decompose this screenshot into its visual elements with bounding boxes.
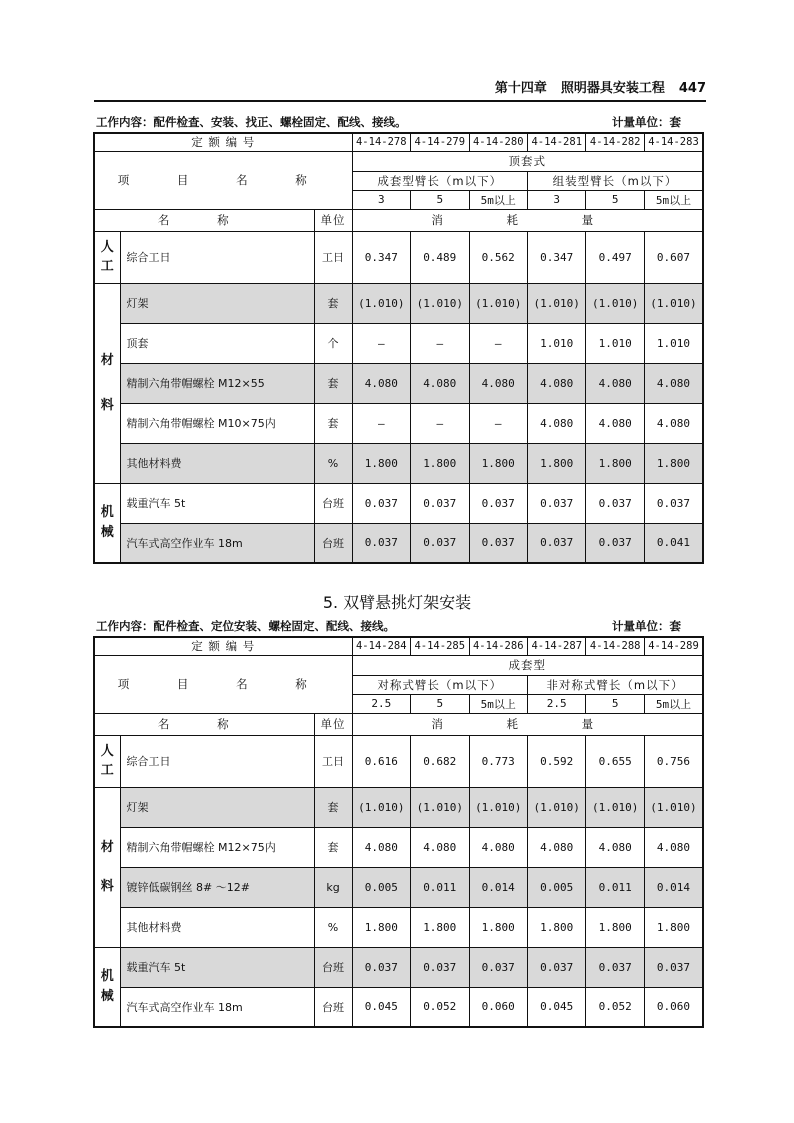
row-name: 综合工日 xyxy=(120,735,314,787)
value-cell: 0.037 xyxy=(586,947,644,987)
value-cell: 0.489 xyxy=(411,231,469,283)
value-cell: 0.060 xyxy=(469,987,527,1027)
value-cell: 1.010 xyxy=(644,323,703,363)
header-name: 名 称 xyxy=(94,713,314,735)
row-unit: 套 xyxy=(314,787,352,827)
value-cell: — xyxy=(411,323,469,363)
value-cell: (1.010) xyxy=(527,787,585,827)
category-labor: 人工 xyxy=(94,735,120,787)
header-unit: 单位 xyxy=(314,713,352,735)
row-unit: 套 xyxy=(314,283,352,323)
value-cell: 4.080 xyxy=(527,363,585,403)
value-cell: 0.011 xyxy=(411,867,469,907)
code-cell: 4-14-283 xyxy=(644,133,703,151)
value-cell: 1.010 xyxy=(586,323,644,363)
row-unit: 套 xyxy=(314,403,352,443)
value-cell: 0.037 xyxy=(411,523,469,563)
value-cell: 0.045 xyxy=(352,987,410,1027)
row-name: 汽车式高空作业车 18m xyxy=(120,987,314,1027)
value-cell: 0.005 xyxy=(527,867,585,907)
header-code: 定 额 编 号 xyxy=(94,637,352,655)
value-cell: 0.052 xyxy=(411,987,469,1027)
value-cell: 0.005 xyxy=(352,867,410,907)
value-cell: 4.080 xyxy=(644,363,703,403)
value-cell: — xyxy=(352,403,410,443)
row-unit: 套 xyxy=(314,363,352,403)
value-cell: 0.037 xyxy=(411,947,469,987)
row-unit: % xyxy=(314,443,352,483)
spec-cell: 2.5 xyxy=(352,694,410,713)
header-unit: 单位 xyxy=(314,209,352,231)
category-machine: 机械 xyxy=(94,483,120,563)
value-cell: (1.010) xyxy=(352,787,410,827)
row-unit: 个 xyxy=(314,323,352,363)
row-name: 载重汽车 5t xyxy=(120,483,314,523)
value-cell: 0.773 xyxy=(469,735,527,787)
value-cell: 4.080 xyxy=(586,363,644,403)
subgroup-header: 非对称式臂长（m以下） xyxy=(527,675,703,694)
row-unit: 套 xyxy=(314,827,352,867)
value-cell: 0.041 xyxy=(644,523,703,563)
spec-cell: 5 xyxy=(411,694,469,713)
value-cell: 0.037 xyxy=(527,523,585,563)
row-name: 载重汽车 5t xyxy=(120,947,314,987)
value-cell: 0.014 xyxy=(469,867,527,907)
row-name: 汽车式高空作业车 18m xyxy=(120,523,314,563)
value-cell: — xyxy=(469,403,527,443)
value-cell: (1.010) xyxy=(411,283,469,323)
code-cell: 4-14-288 xyxy=(586,637,644,655)
spec-cell: 5m以上 xyxy=(644,694,703,713)
spec-cell: 5m以上 xyxy=(644,190,703,209)
code-cell: 4-14-285 xyxy=(411,637,469,655)
value-cell: 1.800 xyxy=(411,907,469,947)
row-name: 精制六角带帽螺栓 M12×75内 xyxy=(120,827,314,867)
value-cell: 0.037 xyxy=(527,483,585,523)
value-cell: 1.800 xyxy=(411,443,469,483)
unit-label-2: 计量单位：套 xyxy=(612,619,681,633)
code-cell: 4-14-289 xyxy=(644,637,703,655)
work-content-1: 工作内容：配件检查、安装、找正、螺栓固定、配线、接线。 xyxy=(96,115,407,129)
code-cell: 4-14-287 xyxy=(527,637,585,655)
group-header: 成套型 xyxy=(352,655,703,675)
value-cell: — xyxy=(469,323,527,363)
category-material: 材料 xyxy=(94,787,120,947)
value-cell: 4.080 xyxy=(411,363,469,403)
value-cell: 0.011 xyxy=(586,867,644,907)
value-cell: 1.800 xyxy=(352,907,410,947)
row-unit: 台班 xyxy=(314,523,352,563)
page-number: 447 xyxy=(678,81,706,96)
value-cell: 0.347 xyxy=(352,231,410,283)
value-cell: 0.037 xyxy=(644,483,703,523)
header-item: 项 目 名 称 xyxy=(94,655,352,713)
value-cell: 1.800 xyxy=(586,907,644,947)
value-cell: — xyxy=(411,403,469,443)
code-cell: 4-14-284 xyxy=(352,637,410,655)
value-cell: (1.010) xyxy=(469,283,527,323)
page-header xyxy=(94,72,706,102)
header-consume: 消 耗 量 xyxy=(352,209,703,231)
value-cell: 0.037 xyxy=(527,947,585,987)
spec-cell: 5 xyxy=(586,190,644,209)
value-cell: 0.037 xyxy=(469,483,527,523)
row-name: 顶套 xyxy=(120,323,314,363)
value-cell: 4.080 xyxy=(586,403,644,443)
value-cell: 1.800 xyxy=(527,443,585,483)
value-cell: 4.080 xyxy=(586,827,644,867)
value-cell: 0.616 xyxy=(352,735,410,787)
category-labor: 人工 xyxy=(94,231,120,283)
value-cell: 0.045 xyxy=(527,987,585,1027)
value-cell: (1.010) xyxy=(469,787,527,827)
value-cell: 0.037 xyxy=(411,483,469,523)
value-cell: 0.037 xyxy=(644,947,703,987)
value-cell: 0.037 xyxy=(586,523,644,563)
quota-table-1 xyxy=(93,132,704,564)
value-cell: 0.037 xyxy=(469,523,527,563)
row-unit: 台班 xyxy=(314,483,352,523)
value-cell: 4.080 xyxy=(527,827,585,867)
value-cell: 0.592 xyxy=(527,735,585,787)
value-cell: 0.037 xyxy=(352,483,410,523)
value-cell: 0.655 xyxy=(586,735,644,787)
row-name: 精制六角带帽螺栓 M10×75内 xyxy=(120,403,314,443)
value-cell: 4.080 xyxy=(527,403,585,443)
code-cell: 4-14-279 xyxy=(411,133,469,151)
value-cell: 4.080 xyxy=(411,827,469,867)
value-cell: (1.010) xyxy=(644,283,703,323)
value-cell: 4.080 xyxy=(469,363,527,403)
category-machine: 机械 xyxy=(94,947,120,1027)
value-cell: 0.037 xyxy=(469,947,527,987)
row-name: 精制六角带帽螺栓 M12×55 xyxy=(120,363,314,403)
subgroup-header: 对称式臂长（m以下） xyxy=(352,675,527,694)
code-cell: 4-14-281 xyxy=(527,133,585,151)
spec-cell: 3 xyxy=(527,190,585,209)
value-cell: 0.037 xyxy=(586,483,644,523)
row-unit: kg xyxy=(314,867,352,907)
header-consume: 消 耗 量 xyxy=(352,713,703,735)
row-name: 其他材料费 xyxy=(120,443,314,483)
value-cell: (1.010) xyxy=(586,283,644,323)
value-cell: 0.060 xyxy=(644,987,703,1027)
row-name: 镀锌低碳钢丝 8# ～12# xyxy=(120,867,314,907)
spec-cell: 5 xyxy=(586,694,644,713)
spec-cell: 2.5 xyxy=(527,694,585,713)
value-cell: 0.607 xyxy=(644,231,703,283)
value-cell: 0.756 xyxy=(644,735,703,787)
value-cell: 0.347 xyxy=(527,231,585,283)
value-cell: 4.080 xyxy=(644,827,703,867)
spec-cell: 5m以上 xyxy=(469,694,527,713)
row-name: 其他材料费 xyxy=(120,907,314,947)
spec-cell: 5 xyxy=(411,190,469,209)
value-cell: — xyxy=(352,323,410,363)
work-content-2: 工作内容：配件检查、定位安装、螺栓固定、配线、接线。 xyxy=(96,619,395,633)
value-cell: 0.014 xyxy=(644,867,703,907)
section-title: 5. 双臂悬挑灯架安装 xyxy=(322,593,472,612)
row-unit: % xyxy=(314,907,352,947)
value-cell: (1.010) xyxy=(352,283,410,323)
value-cell: (1.010) xyxy=(411,787,469,827)
value-cell: 1.800 xyxy=(586,443,644,483)
value-cell: 0.037 xyxy=(352,523,410,563)
value-cell: 4.080 xyxy=(352,363,410,403)
quota-table-2 xyxy=(93,636,704,1028)
value-cell: 1.010 xyxy=(527,323,585,363)
row-unit: 工日 xyxy=(314,231,352,283)
chapter-title: 照明器具安装工程 xyxy=(560,81,665,96)
value-cell: (1.010) xyxy=(644,787,703,827)
value-cell: 4.080 xyxy=(352,827,410,867)
unit-label-1: 计量单位：套 xyxy=(612,115,681,129)
value-cell: 0.562 xyxy=(469,231,527,283)
header-name: 名 称 xyxy=(94,209,314,231)
row-unit: 台班 xyxy=(314,987,352,1027)
category-material: 材料 xyxy=(94,283,120,483)
value-cell: 4.080 xyxy=(469,827,527,867)
code-cell: 4-14-286 xyxy=(469,637,527,655)
header-code: 定 额 编 号 xyxy=(94,133,352,151)
code-cell: 4-14-278 xyxy=(352,133,410,151)
value-cell: 0.497 xyxy=(586,231,644,283)
value-cell: 1.800 xyxy=(469,907,527,947)
value-cell: 4.080 xyxy=(644,403,703,443)
spec-cell: 5m以上 xyxy=(469,190,527,209)
subgroup-header: 成套型臂长（m以下） xyxy=(352,171,527,190)
value-cell: (1.010) xyxy=(527,283,585,323)
value-cell: 0.682 xyxy=(411,735,469,787)
row-name: 综合工日 xyxy=(120,231,314,283)
code-cell: 4-14-282 xyxy=(586,133,644,151)
row-unit: 工日 xyxy=(314,735,352,787)
value-cell: 1.800 xyxy=(527,907,585,947)
value-cell: 1.800 xyxy=(644,443,703,483)
subgroup-header: 组装型臂长（m以下） xyxy=(527,171,703,190)
value-cell: 0.052 xyxy=(586,987,644,1027)
value-cell: 0.037 xyxy=(352,947,410,987)
chapter-label: 第十四章 xyxy=(494,81,547,96)
running-head xyxy=(481,77,706,96)
row-name: 灯架 xyxy=(120,283,314,323)
value-cell: 1.800 xyxy=(469,443,527,483)
value-cell: 1.800 xyxy=(644,907,703,947)
row-name: 灯架 xyxy=(120,787,314,827)
row-unit: 台班 xyxy=(314,947,352,987)
spec-cell: 3 xyxy=(352,190,410,209)
value-cell: (1.010) xyxy=(586,787,644,827)
header-item: 项 目 名 称 xyxy=(94,151,352,209)
code-cell: 4-14-280 xyxy=(469,133,527,151)
value-cell: 1.800 xyxy=(352,443,410,483)
group-header: 顶套式 xyxy=(352,151,703,171)
